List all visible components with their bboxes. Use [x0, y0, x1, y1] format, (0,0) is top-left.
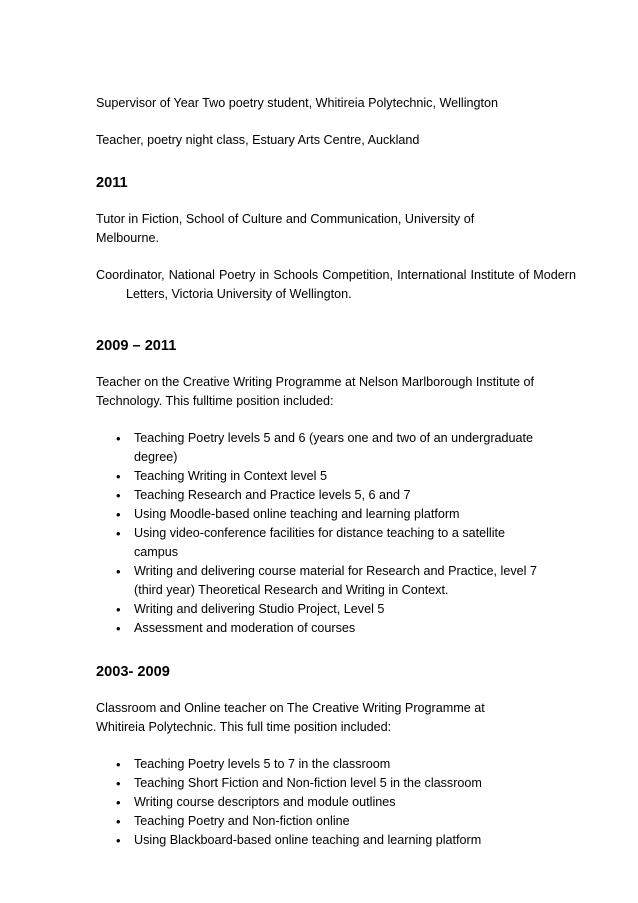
list-item: • Using Blackboard-based online teaching and learning platform	[116, 833, 482, 848]
list-item: • Using video-conference facilities for distance teaching to a satellite campus	[116, 526, 506, 559]
list-item: • Assessment and moderation of courses	[116, 621, 356, 636]
section-2003-2009-intro: Classroom and Online teacher on The Creative Writing Programme at Whitireia Polytechnic. This full time position included:	[96, 701, 485, 734]
section-heading-2009-2011: 2009 – 2011	[96, 338, 177, 354]
list-item: • Teaching Poetry levels 5 and 6 (years one and two of an undergraduate degree)	[116, 431, 534, 464]
section-2009-2011-bullet-list	[96, 429, 551, 638]
bullet-icon: •	[116, 795, 121, 810]
list-item: • Teaching Short Fiction and Non-fiction level 5 in the classroom	[116, 776, 482, 791]
list-item: • Writing and delivering course material for Research and Practice, level 7 (third year) Theoretical Research and Writing in Context.	[116, 564, 537, 597]
bullet-icon: •	[116, 757, 121, 772]
bullet-icon: •	[116, 776, 121, 791]
bullet-icon: •	[116, 431, 121, 446]
bullet-icon: •	[116, 814, 121, 829]
intro-line-supervisor: Supervisor of Year Two poetry student, Whitireia Polytechnic, Wellington	[96, 96, 499, 110]
list-item: • Teaching Poetry levels 5 to 7 in the classroom	[116, 757, 391, 772]
cv-content	[96, 88, 576, 850]
intro-line-teacher: Teacher, poetry night class, Estuary Arts Centre, Auckland	[96, 133, 420, 147]
section-2003-2009-bullet-list	[96, 755, 551, 850]
list-item: • Writing course descriptors and module outlines	[116, 795, 396, 810]
section-2011-paragraph-coordinator: Coordinator, National Poetry in Schools Competition, International Institute of Modern Letters, Victoria University of Wellington.	[96, 268, 576, 301]
bullet-icon: •	[116, 833, 121, 848]
list-item: • Writing and delivering Studio Project, Level 5	[116, 602, 385, 617]
bullet-icon: •	[116, 488, 121, 503]
section-2011-paragraph-tutor: Tutor in Fiction, School of Culture and Communication, University of Melbourne.	[96, 212, 475, 245]
section-heading-2011: 2011	[96, 175, 128, 191]
list-item: • Teaching Research and Practice levels 5, 6 and 7	[116, 488, 411, 503]
bullet-icon: •	[116, 469, 121, 484]
bullet-icon: •	[116, 564, 121, 579]
bullet-icon: •	[116, 621, 121, 636]
bullet-icon: •	[116, 602, 121, 617]
section-heading-2003-2009: 2003- 2009	[96, 664, 170, 680]
list-item: • Teaching Poetry and Non-fiction online	[116, 814, 350, 829]
section-2009-2011-intro: Teacher on the Creative Writing Programme at Nelson Marlborough Institute of Technology. This fulltime position included:	[96, 375, 534, 408]
bullet-icon: •	[116, 507, 121, 522]
list-item: • Teaching Writing in Context level 5	[116, 469, 327, 484]
bullet-icon: •	[116, 526, 121, 541]
list-item: • Using Moodle-based online teaching and learning platform	[116, 507, 460, 522]
